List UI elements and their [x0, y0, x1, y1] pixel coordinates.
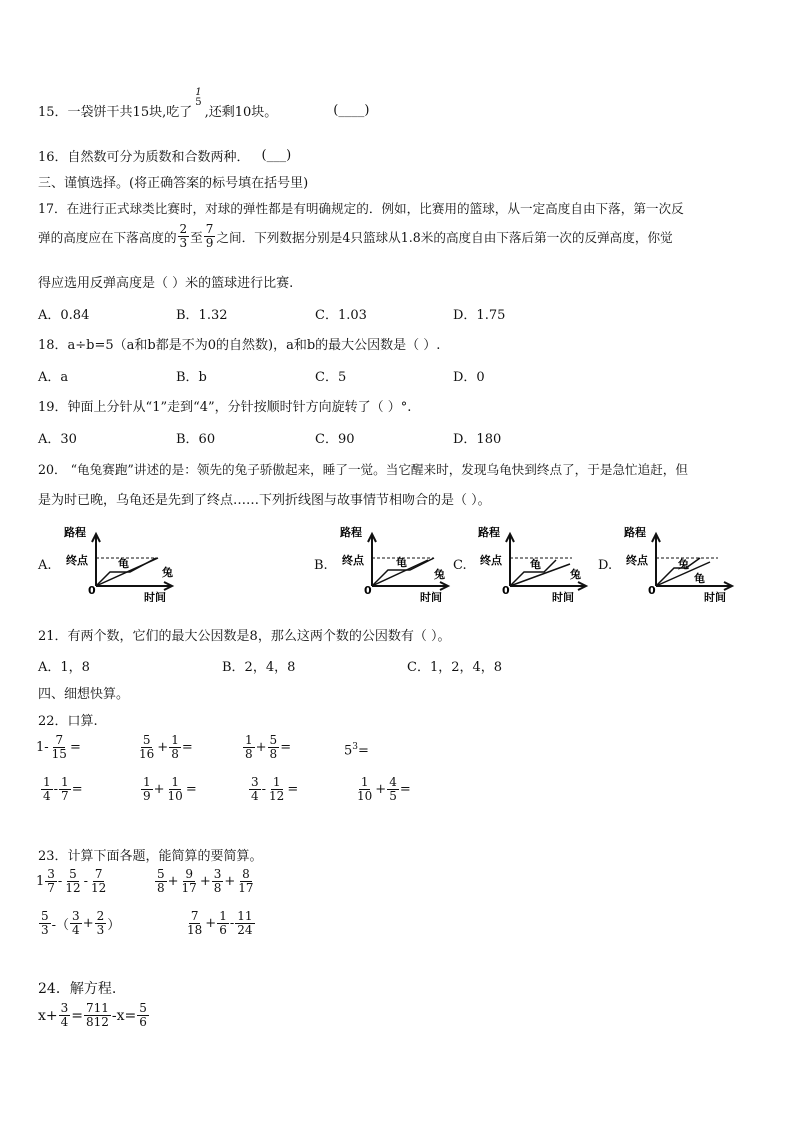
q19-option-b[interactable]: B．60	[176, 432, 216, 447]
fraction: $\frac{7}{12}$	[91, 867, 107, 895]
q18-option-a[interactable]: A．a	[38, 370, 69, 385]
q20-graph-c	[474, 522, 604, 602]
q20-line-1: 20． “龟兔赛跑”讲述的是：领先的兔子骄傲起来，睡了一觉。当它醒来时，发现乌龟快到终点了，于是急忙追赶，但	[38, 462, 688, 477]
fraction: $\frac{9}{17}$	[181, 867, 197, 895]
q22-expr-5	[40, 776, 83, 803]
x-axis-label: 时间	[144, 591, 166, 602]
power-exponent: 3	[352, 742, 359, 752]
equals-sign: =	[71, 1007, 84, 1024]
q18-option-d[interactable]: D．0	[453, 370, 485, 385]
equals-sign: =	[287, 782, 299, 797]
q15-text-b: ,还剩10块。	[204, 104, 278, 120]
q20-graph-b	[336, 522, 466, 602]
fraction: $\frac{1}{12}$	[269, 775, 285, 803]
rabbit-label: 兔	[570, 568, 581, 581]
fraction: $\frac{5}{8}$	[269, 733, 278, 761]
q20-option-c[interactable]: C.	[453, 558, 467, 573]
operator: +	[205, 916, 217, 931]
origin-label: 0	[502, 584, 510, 597]
fraction: $\frac{711}{812}$	[86, 1001, 109, 1029]
x-axis-label: 时间	[420, 591, 442, 602]
q22-expr-3	[242, 734, 291, 761]
q17-option-a[interactable]: A．0.84	[38, 308, 90, 323]
y-axis-label: 路程	[624, 526, 646, 539]
equation-x-term: x+	[38, 1007, 58, 1024]
q19-option-c[interactable]: C．90	[315, 432, 355, 447]
q17-line-2-b: 至	[190, 230, 203, 245]
fraction: $\frac{2}{3}$	[96, 909, 105, 937]
operator: +	[375, 782, 387, 797]
close-paren: ）	[107, 918, 121, 933]
equals-sign: =	[181, 740, 193, 755]
rabbit-label: 兔	[434, 568, 445, 581]
q23-expr-3	[38, 910, 120, 937]
q22-expr-power	[344, 742, 369, 758]
fraction: $\frac{1}{6}$	[219, 909, 227, 937]
equals-sign: =	[280, 740, 292, 755]
q20-graph-d	[620, 522, 750, 602]
whole-part: 1	[36, 874, 45, 889]
operator: +	[153, 782, 165, 797]
q21-option-a[interactable]: A．1，8	[38, 660, 90, 675]
q17-line-2	[38, 223, 673, 250]
fraction: $\frac{1}{10}$	[357, 775, 373, 803]
question-21: 21．有两个数，它们的最大公因数是8，那么这两个数的公因数有（ ）。	[38, 629, 451, 644]
q20-option-d[interactable]: D.	[598, 558, 613, 573]
origin-label: 0	[648, 584, 656, 597]
power-base: 5	[344, 743, 353, 759]
question-18: 18．a÷b=5（a和b都是不为0的自然数)，a和b的最大公因数是（ ）.	[38, 338, 441, 353]
x-axis-label: 时间	[704, 591, 726, 602]
operator: -	[229, 916, 235, 931]
equals-sign: =	[358, 743, 369, 759]
fraction: $\frac{3}{4}$	[72, 909, 80, 937]
fraction: $\frac{1}{8}$	[245, 733, 253, 761]
q22-expr-2	[136, 734, 193, 761]
question-15	[38, 87, 370, 120]
fraction: $\frac{1}{8}$	[171, 733, 179, 761]
operator: +	[199, 874, 211, 889]
q21-option-b[interactable]: B．2，4，8	[222, 660, 296, 675]
q23-expr-1	[36, 868, 109, 895]
finish-label: 终点	[66, 554, 88, 567]
q20-option-a[interactable]: A.	[38, 558, 52, 573]
operator: -	[261, 782, 267, 797]
question-16	[38, 146, 291, 165]
rabbit-label: 兔	[162, 566, 173, 579]
fraction: $\frac{7}{18}$	[187, 909, 203, 937]
origin-label: 0	[88, 584, 96, 597]
q22-title: 22．口算.	[38, 714, 98, 729]
finish-label: 终点	[626, 554, 648, 567]
fraction: $\frac{1}{4}$	[43, 775, 51, 803]
q17-line-2-c: 之间．下列数据分别是4只篮球从1.8米的高度自由下落后第一次的反弹高度，你觉	[216, 230, 673, 245]
fraction: $\frac{3}{8}$	[213, 867, 222, 895]
fraction: $\frac{3}{4}$	[60, 1001, 69, 1029]
tortoise-label: 龟	[694, 572, 705, 585]
q17-option-b[interactable]: B．1.32	[176, 308, 228, 323]
q18-option-c[interactable]: C．5	[315, 370, 347, 385]
fraction: $\frac{5}{3}$	[41, 909, 49, 937]
q15-fraction: 1 5	[195, 87, 202, 108]
section-4-heading: 四、细想快算。	[38, 687, 130, 702]
axes	[652, 534, 732, 590]
fraction: $\frac{1}{10}$	[167, 775, 183, 803]
q23-expr-2	[154, 868, 257, 895]
fraction: $\frac{7}{15}$	[51, 733, 67, 761]
finish-label: 终点	[480, 554, 502, 567]
operator: -（	[51, 918, 70, 933]
q17-option-c[interactable]: C．1.03	[315, 308, 367, 323]
fraction: $\frac{11}{24}$	[237, 909, 253, 937]
tortoise-label: 龟	[396, 556, 407, 569]
q24-title: 24．解方程.	[38, 981, 117, 997]
fraction: $\frac{1}{9}$	[143, 775, 151, 803]
tortoise-label: 龟	[530, 558, 541, 571]
q17-fraction-2-3: $\frac{2}{3}$	[179, 222, 188, 250]
q15-text-a: 15．一袋饼干共15块,吃了	[38, 104, 193, 120]
q17-line-3: 得应选用反弹高度是（ ）米的篮球进行比赛.	[38, 276, 294, 291]
q22-expr-1	[36, 734, 81, 761]
q22-expr-6	[140, 776, 197, 803]
fraction: $\frac{5}{6}$	[139, 1001, 147, 1029]
operator: -	[57, 874, 63, 889]
q17-option-d[interactable]: D．1.75	[453, 308, 506, 323]
q23-expr-4	[184, 910, 256, 937]
y-axis-label: 路程	[340, 526, 362, 539]
q19-option-a[interactable]: A．30	[38, 432, 77, 447]
origin-label: 0	[364, 584, 372, 597]
y-axis-label: 路程	[64, 526, 86, 539]
operator: +	[82, 916, 94, 931]
equals-sign: =	[185, 782, 197, 797]
operator: -	[83, 874, 89, 889]
q17-fraction-7-9: $\frac{7}{9}$	[205, 222, 214, 250]
fraction: $\frac{5}{16}$	[139, 733, 155, 761]
question-19: 19．钟面上分针从“1”走到“4”，分针按顺时针方向旋转了（ ）°.	[38, 400, 412, 415]
tortoise-label: 龟	[118, 557, 129, 570]
axes	[506, 534, 586, 590]
fraction: $\frac{4}{5}$	[389, 775, 397, 803]
q15-answer-blank[interactable]: (____)	[333, 102, 370, 118]
q24-equation	[38, 1002, 150, 1029]
q16-answer-blank[interactable]: (___)	[261, 148, 292, 163]
fraction: $\frac{5}{8}$	[157, 867, 165, 895]
q19-option-d[interactable]: D．180	[453, 432, 502, 447]
fraction: $\frac{3}{4}$	[251, 775, 259, 803]
equals-sign: =	[71, 782, 83, 797]
q21-option-c[interactable]: C．1，2，4，8	[407, 660, 503, 675]
operator: +	[255, 740, 267, 755]
finish-label: 终点	[342, 554, 364, 567]
q18-option-b[interactable]: B．b	[176, 370, 207, 385]
q17-line-2-a: 弹的高度应在下落高度的	[38, 230, 177, 245]
fraction: $\frac{5}{12}$	[65, 867, 81, 895]
x-axis-label: 时间	[552, 591, 574, 602]
equals-sign: =	[69, 740, 81, 755]
q23-title: 23．计算下面各题，能简算的要简算。	[38, 849, 263, 864]
section-3-heading: 三、谨慎选择。(将正确答案的标号填在括号里)	[38, 176, 309, 191]
fraction: $\frac{1}{7}$	[61, 775, 69, 803]
rabbit-label: 兔	[678, 558, 689, 571]
q16-text: 16．自然数可分为质数和合数两种．	[38, 150, 250, 165]
y-axis-label: 路程	[478, 526, 500, 539]
operator: +	[167, 874, 179, 889]
operator: +	[157, 740, 169, 755]
q20-option-b[interactable]: B.	[314, 558, 328, 573]
fraction: $\frac{8}{17}$	[238, 867, 254, 895]
q22-expr-7	[248, 776, 298, 803]
equals-sign: =	[399, 782, 411, 797]
operator: +	[224, 874, 236, 889]
fraction: $\frac{3}{7}$	[47, 867, 55, 895]
operator: -	[53, 782, 59, 797]
q20-graph-a	[60, 522, 190, 602]
q17-line-1: 17．在进行正式球类比赛时，对球的弹性都是有明确规定的．例如，比赛用的篮球，从一定高度自由下落，第一次反	[38, 201, 684, 216]
q22-expr-8	[354, 776, 411, 803]
expr-prefix: 1-	[36, 740, 49, 755]
equation-middle: -x=	[111, 1007, 137, 1024]
q20-line-2: 是为时已晚，乌龟还是先到了终点……下列折线图与故事情节相吻合的是（ ）。	[38, 493, 491, 508]
